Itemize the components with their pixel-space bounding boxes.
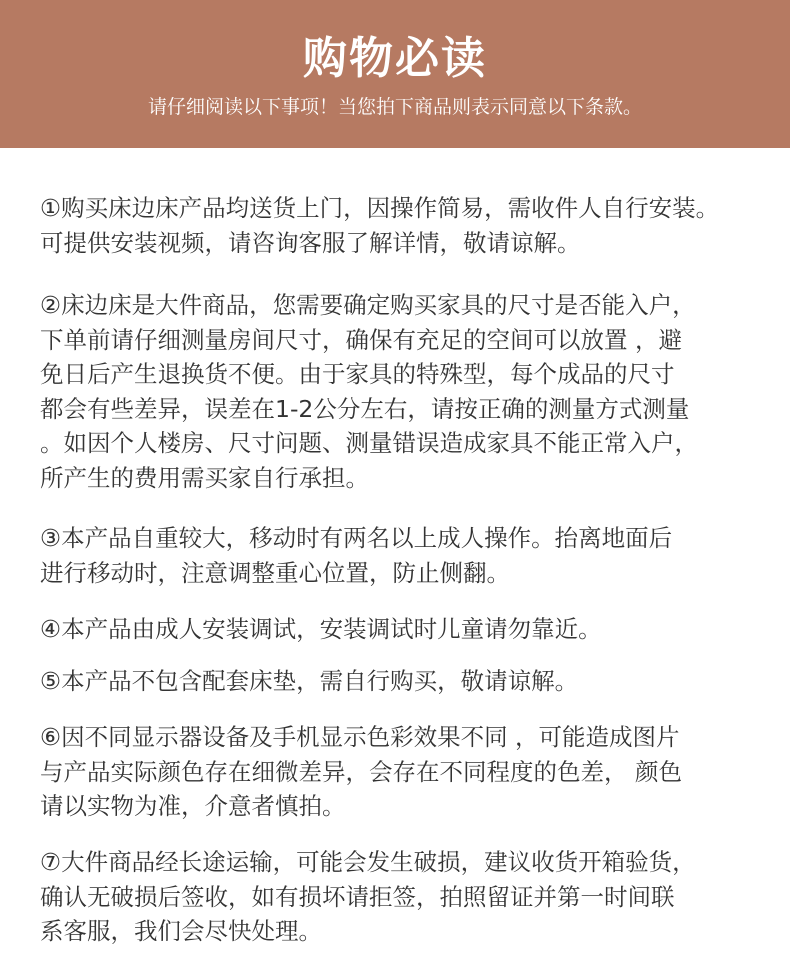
notice-line: 都会有些差异，误差在1-2公分左右，请按正确的测量方式测量 bbox=[40, 394, 690, 423]
header-banner bbox=[0, 0, 790, 148]
notice-line: ⑤本产品不包含配套床垫，需自行购买，敬请谅解。 bbox=[40, 667, 579, 695]
notice-line: 确认无破损后签收，如有损坏请拒签，拍照留证并第一时间联 bbox=[40, 882, 675, 911]
notice-line: 进行移动时，注意调整重心位置，防止侧翻。 bbox=[40, 558, 510, 587]
notice-item-3 bbox=[40, 521, 780, 590]
notice-line: 下单前请仔细测量房间尺寸，确保有充足的空间可以放置 ，避 bbox=[40, 325, 682, 354]
notice-item-2 bbox=[40, 288, 780, 495]
notice-line: 免日后产生退换货不便。由于家具的特殊型，每个成品的尺寸 bbox=[40, 360, 675, 388]
notice-line: ⑦大件商品经长途运输，可能会发生破损，建议收货开箱验货， bbox=[40, 848, 696, 876]
notice-line: 系客服，我们会尽快处理。 bbox=[40, 917, 322, 945]
notice-line: ②床边床是大件商品，您需要确定购买家具的尺寸是否能入户， bbox=[40, 291, 696, 319]
notice-item-6 bbox=[40, 720, 780, 824]
page-title: 购物必读 bbox=[303, 33, 487, 84]
notice-line: ④本产品由成人安装调试，安装调试时儿童请勿靠近。 bbox=[40, 615, 602, 643]
notice-item-5 bbox=[40, 664, 780, 699]
notice-line: ①购买床边床产品均送货上门，因操作简易，需收件人自行安装。 bbox=[40, 194, 720, 222]
notice-line: 可提供安装视频，请咨询客服了解详情，敬请谅解。 bbox=[40, 228, 581, 257]
notice-item-7 bbox=[40, 845, 780, 949]
notice-line: ③本产品自重较大，移动时有两名以上成人操作。抬离地面后 bbox=[40, 524, 673, 552]
notice-item-4 bbox=[40, 612, 780, 647]
page-subtitle: 请仔细阅读以下事项！当您拍下商品则表示同意以下条款。 bbox=[147, 96, 642, 118]
notice-line: 。如因个人楼房、尺寸问题、测量错误造成家具不能正常入户， bbox=[40, 429, 698, 457]
notice-line: ⑥因不同显示器设备及手机显示色彩效果不同 ，可能造成图片 bbox=[40, 723, 680, 751]
notice-line: 与产品实际颜色存在细微差异，会存在不同程度的色差， 颜色 bbox=[40, 757, 682, 786]
notice-line: 请以实物为准，介意者慎拍。 bbox=[40, 792, 346, 820]
notice-line: 所产生的费用需买家自行承担。 bbox=[40, 463, 369, 492]
notice-item-1 bbox=[40, 191, 780, 260]
